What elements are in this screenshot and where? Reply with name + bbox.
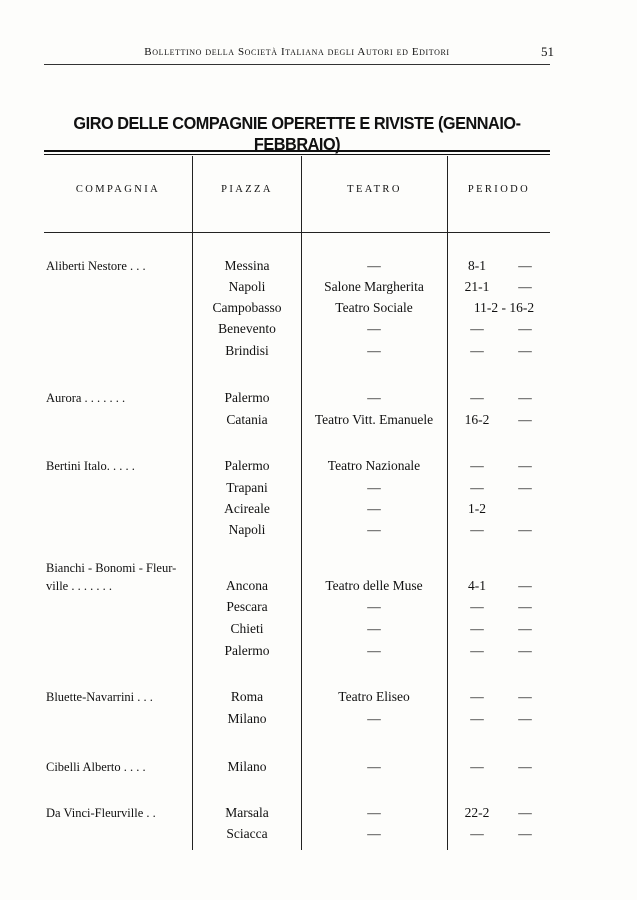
column-header-piazza: PIAZZA	[221, 184, 273, 195]
period-start-cell: —	[470, 689, 484, 704]
column-divider-3	[447, 156, 448, 850]
city-cell: Sciacca	[226, 826, 268, 841]
period-end-cell: —	[518, 480, 532, 495]
company-name: Aliberti Nestore . . .	[46, 259, 146, 273]
theatre-cell: —	[367, 599, 381, 614]
theatre-cell: —	[367, 480, 381, 495]
theatre-cell: Teatro Vitt. Emanuele	[314, 412, 434, 427]
city-cell: Napoli	[228, 522, 266, 537]
period-start-cell: —	[470, 522, 484, 537]
city-cell: Palermo	[224, 458, 270, 473]
city-cell: Acireale	[224, 501, 270, 516]
period-start-cell: —	[470, 390, 484, 405]
city-cell: Brindisi	[225, 343, 269, 358]
period-start-cell: 8-1	[468, 258, 486, 273]
period-start-cell: —	[470, 458, 484, 473]
city-cell: Pescara	[226, 599, 268, 614]
company-name: Bianchi - Bonomi - Fleur-	[46, 561, 177, 575]
period-start-cell: —	[470, 759, 484, 774]
company-name: Cibelli Alberto . . . .	[46, 760, 146, 774]
theatre-cell: Teatro Eliseo	[338, 689, 410, 704]
period-end-cell: —	[518, 343, 532, 358]
page-title: GIRO DELLE COMPAGNIE OPERETTE E RIVISTE (GENNAIO-FEBBRAIO)	[73, 113, 521, 154]
theatre-cell: —	[367, 390, 381, 405]
city-cell: Chieti	[230, 621, 264, 636]
period-end-cell: —	[518, 826, 532, 841]
period-end-cell: —	[518, 759, 532, 774]
company-name-continued: ville . . . . . . .	[46, 579, 112, 593]
theatre-cell: —	[367, 258, 381, 273]
city-cell: Marsala	[225, 805, 269, 820]
theatre-cell: —	[367, 826, 381, 841]
period-end-cell: —	[518, 578, 532, 593]
theatre-cell: —	[367, 343, 381, 358]
period-end-cell: —	[518, 689, 532, 704]
city-cell: Napoli	[228, 279, 266, 294]
period-start-cell: —	[470, 343, 484, 358]
period-end-cell: —	[518, 412, 532, 427]
theatre-cell: Teatro Nazionale	[327, 458, 421, 473]
period-start-cell: —	[470, 643, 484, 658]
city-cell: Milano	[227, 759, 267, 774]
city-cell: Trapani	[226, 480, 268, 495]
theatre-cell: —	[367, 501, 381, 516]
page-number: 51	[541, 44, 554, 59]
period-start-cell: 21-1	[464, 279, 490, 294]
city-cell: Palermo	[224, 643, 270, 658]
column-header-periodo: PERIODO	[467, 184, 531, 195]
title-rule	[44, 150, 550, 155]
city-cell: Roma	[230, 689, 264, 704]
period-end-cell: —	[518, 711, 532, 726]
company-name: Bertini Italo. . . . .	[46, 459, 135, 473]
period-start-cell: 4-1	[468, 578, 486, 593]
company-name: Aurora . . . . . . .	[46, 391, 126, 405]
theatre-cell: Teatro delle Muse	[325, 578, 423, 593]
column-divider-1	[192, 156, 193, 850]
period-start-cell: 16-2	[464, 412, 490, 427]
theatre-cell: —	[367, 321, 381, 336]
period-start-cell: —	[470, 480, 484, 495]
theatre-cell: —	[367, 805, 381, 820]
theatre-cell: Salone Margherita	[324, 279, 424, 294]
city-cell: Campobasso	[212, 300, 282, 315]
company-name: Bluette-Navarrini . . .	[46, 690, 153, 704]
period-end-cell: —	[518, 321, 532, 336]
period-end-cell: —	[518, 279, 532, 294]
period-end-cell: —	[518, 599, 532, 614]
period-start-cell: 22-2	[464, 805, 490, 820]
theatre-cell: —	[367, 643, 381, 658]
theatre-cell: Teatro Sociale	[335, 300, 413, 315]
theatre-cell: —	[367, 759, 381, 774]
period-start-cell: 1-2	[468, 501, 486, 516]
period-end-cell: —	[518, 643, 532, 658]
city-cell: Catania	[226, 412, 268, 427]
running-header	[44, 42, 554, 65]
theatre-cell: —	[367, 621, 381, 636]
theatre-cell: —	[367, 711, 381, 726]
city-cell: Palermo	[224, 390, 270, 405]
header-title: Bollettino della Società Italiana degli Autori ed Editori	[144, 46, 450, 58]
period-end-cell: —	[518, 258, 532, 273]
period-start-cell: —	[470, 826, 484, 841]
column-header-teatro: TEATRO	[347, 184, 402, 195]
period-start-cell: —	[470, 321, 484, 336]
column-header-compagnia: COMPAGNIA	[75, 184, 161, 195]
city-cell: Milano	[227, 711, 267, 726]
company-name: Da Vinci-Fleurville . .	[46, 806, 156, 820]
period-end-cell: —	[518, 805, 532, 820]
theatre-cell: —	[367, 522, 381, 537]
period-start-cell: —	[470, 711, 484, 726]
period-end-cell: —	[518, 621, 532, 636]
period-start-cell: —	[470, 599, 484, 614]
period-end-cell: —	[518, 390, 532, 405]
period-range-cell: 11-2 - 16-2	[473, 300, 535, 315]
table-header-rule	[44, 232, 550, 233]
city-cell: Messina	[224, 258, 270, 273]
period-start-cell: —	[470, 621, 484, 636]
period-end-cell: —	[518, 522, 532, 537]
city-cell: Benevento	[218, 321, 276, 336]
city-cell: Ancona	[226, 578, 268, 593]
period-end-cell: —	[518, 458, 532, 473]
